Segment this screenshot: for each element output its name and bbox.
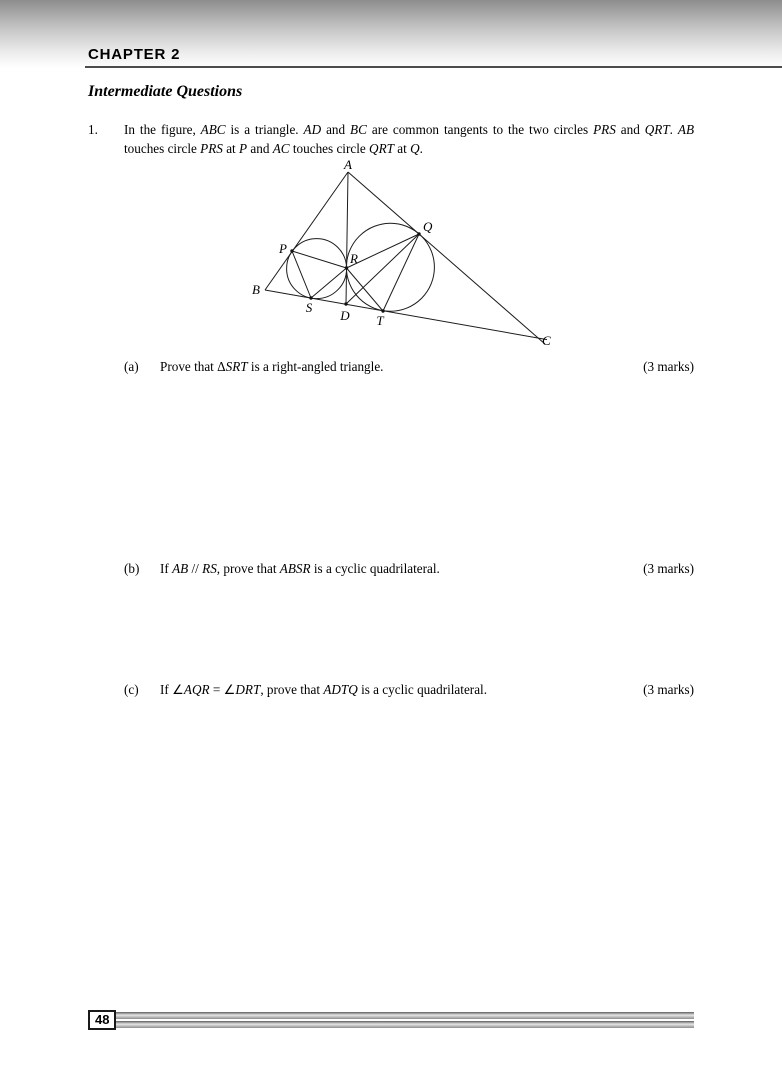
point-p — [290, 249, 293, 252]
question-part-a — [124, 358, 694, 376]
point-label-s: S — [305, 300, 313, 315]
point-label-c: C — [542, 333, 551, 348]
section-title: Intermediate Questions — [88, 83, 243, 100]
part-c-text: If ∠AQR = ∠DRT, prove that ADTQ is a cyclic quadrilateral. — [160, 682, 488, 697]
question-1 — [88, 120, 694, 158]
point-label-q: Q — [423, 219, 433, 234]
circle-prs — [287, 239, 347, 299]
question-number: 1. — [88, 122, 98, 137]
line-ab — [265, 172, 348, 290]
part-a-text: Prove that ΔSRT is a right-angled triangle. — [160, 359, 384, 374]
point-label-p: P — [279, 241, 287, 256]
point-r — [345, 266, 348, 269]
banner-divider-line — [85, 66, 782, 68]
point-label-d: D — [340, 308, 350, 323]
chapter-banner — [0, 0, 782, 68]
triangle-circles-diagram — [238, 158, 558, 353]
point-label-a: A — [344, 158, 352, 172]
point-label-r: R — [350, 251, 358, 266]
line-ad — [346, 172, 348, 304]
geometry-figure — [238, 158, 558, 353]
point-label-t: T — [376, 313, 384, 328]
chord-sr — [311, 268, 347, 298]
chord-qt — [383, 234, 419, 311]
part-c-marks: (3 marks) — [643, 682, 694, 697]
page-number: 48 — [88, 1010, 116, 1030]
footer-bar — [88, 1012, 694, 1032]
footer-stripe-bottom — [88, 1021, 694, 1028]
footer-stripe-top — [88, 1012, 694, 1019]
chapter-heading: CHAPTER 2 — [88, 46, 181, 63]
part-a-marks: (3 marks) — [643, 359, 694, 374]
chord-qd — [346, 234, 419, 304]
part-c-label: (c) — [124, 682, 139, 697]
question-intro-text: In the figure, ABC is a triangle. AD and BC are common tangents to the two circles PRS and QRT. AB touches circle PRS at P and AC touches circle QRT at Q. — [124, 122, 695, 156]
part-a-label: (a) — [124, 359, 139, 374]
chord-ps — [292, 251, 311, 298]
chord-pr — [292, 251, 347, 268]
part-b-text: If AB // RS, prove that ABSR is a cyclic quadrilateral. — [160, 561, 440, 576]
question-part-b — [124, 560, 694, 578]
part-b-label: (b) — [124, 561, 140, 576]
point-q — [417, 232, 420, 235]
point-d — [344, 302, 347, 305]
part-b-marks: (3 marks) — [643, 561, 694, 576]
question-part-c — [124, 681, 694, 699]
point-label-b: B — [252, 282, 260, 297]
